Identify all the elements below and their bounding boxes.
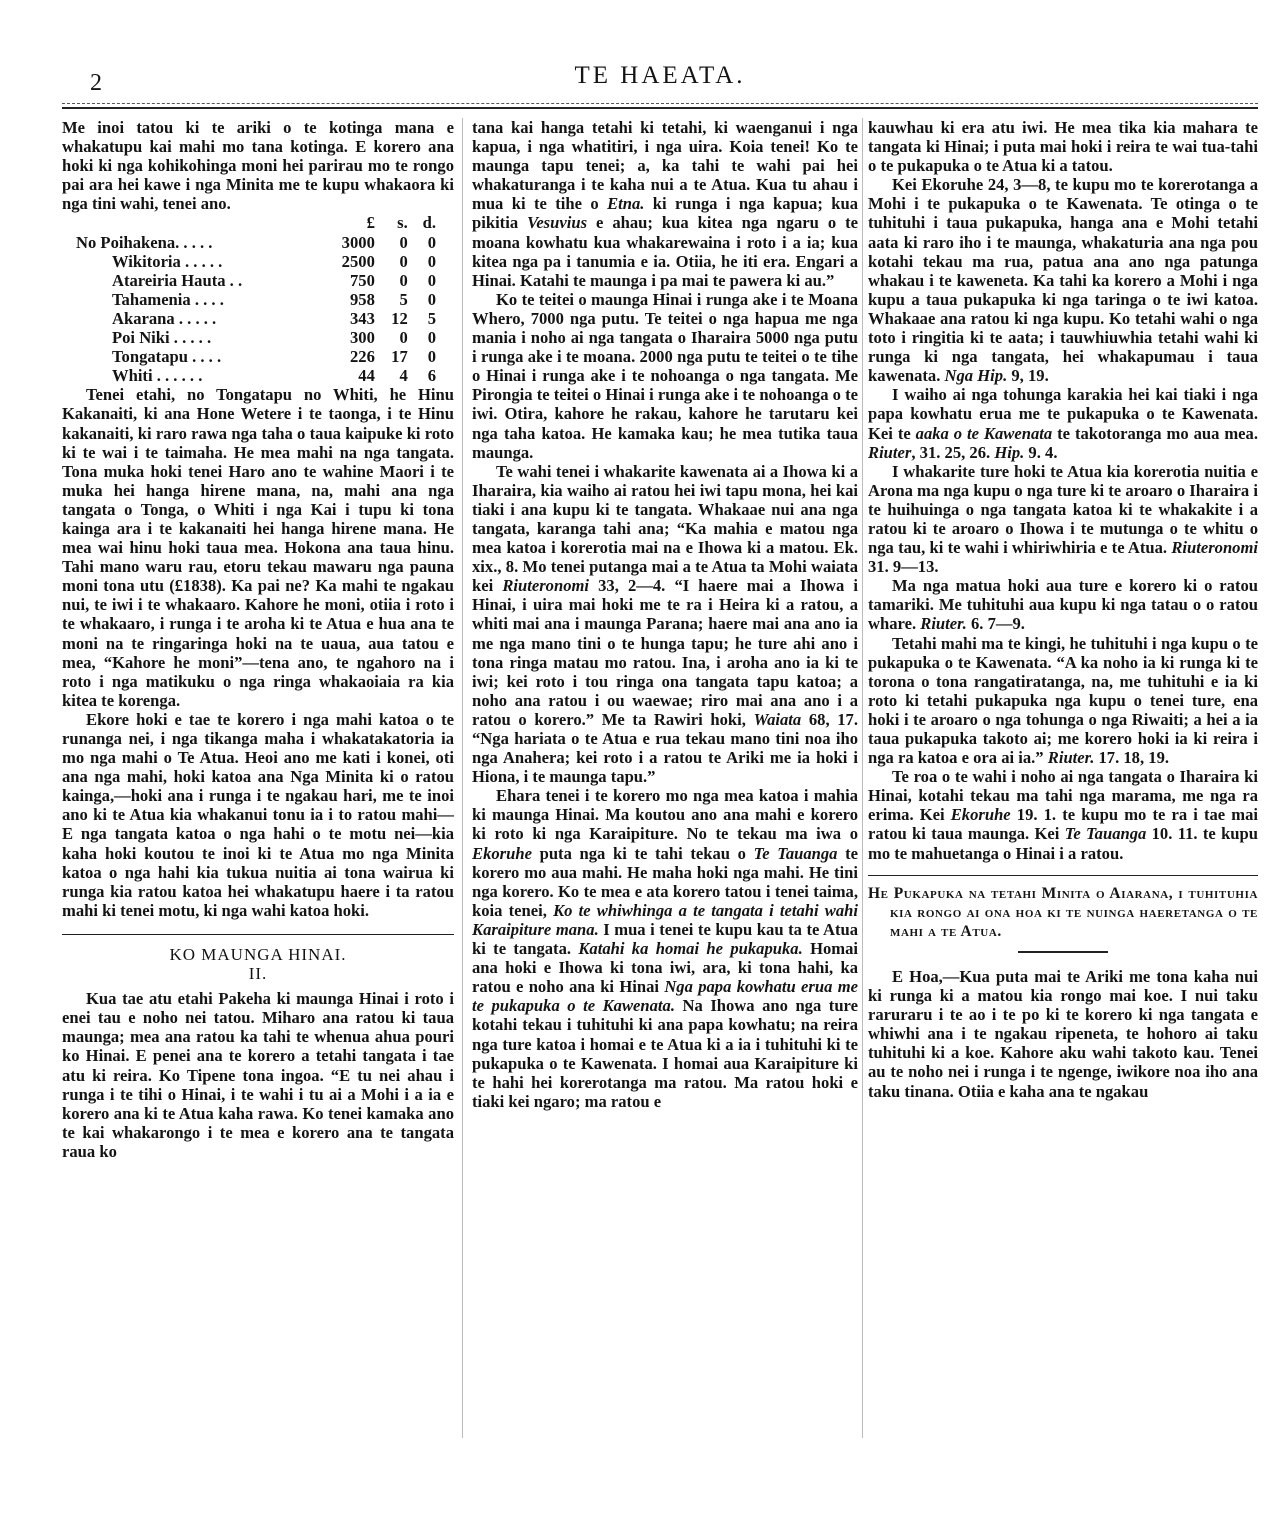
italic-run: Riuter. [1047, 748, 1095, 768]
paragraph [868, 118, 1258, 175]
text-run: 33, 2—4. “I haere mai a Ihowa i Hinai, i uira mai hoki me te ra i Heira ki a ratou, a whiti mai ana i maunga Parana; haere mai ana ano ia me nga mano tini o te hunga tapu; he ture ahi ano i tona ringa matau mo ratou. Ina, i aroha ano ia ki te iwi; kei roto i tou ringa ona tangata tapu katoa; a noho ana ratou i ou waewae; riro mai ana ano i a ratou o korero.” Me ta Rawiri hoki, [472, 576, 858, 729]
table-cell: Akarana . . . . . [112, 308, 217, 328]
table-cell: 3000 [341, 232, 375, 252]
table-cell: 343 [349, 308, 375, 328]
paragraph [868, 767, 1258, 862]
text-run: 9, 19. [1007, 366, 1049, 386]
italic-run: Nga papa kowhatu erua me te pukapuka o te Kawenata. [472, 977, 858, 1016]
table-cell: No Poihakena. . . . . [76, 232, 213, 252]
italic-run: Waiata [753, 709, 802, 729]
table-row [76, 252, 436, 271]
table-cell: 5 [427, 308, 436, 328]
text-run: Ko te teitei o maunga Hinai i runga ake i te Moana Whero, 7000 nga putu. Te teitei o nga hapua me nga mania i noho ai nga tangata o Iharaira 5000 nga putu i runga ake i te moana. 2000 nga putu te teitei o te tihe o Hinai i runga ake i te nohoanga o nga tangata. Me Pirongia te teitei o Hinai i runga ake i te nohoanga o te iwi. Otira, kahore he rakau, kahore he tarutaru kei nga taha katoa. He kamaka kau; he mea tutika taua maunga. [472, 289, 858, 462]
text-run: Ehara tenei i te korero mo nga mea katoa i mahia ki maunga Hinai. Ma koutou ano ana mahi e korero ki roto ki nga Karaipiture. No te tekau ma iwa o [472, 786, 858, 844]
text-run: 68, 17. “Nga hariata o te Atua e rua tekau mano tini noa iho nga Anahera; kei roto i a ratou te Ariki me ia hoki i Hiona, i te maunga tapu.” [472, 709, 858, 787]
paragraph [472, 290, 858, 462]
text-run: ki runga i nga kapua; kua pikitia [472, 194, 859, 233]
italic-run: Ekoruhe [950, 805, 1011, 825]
header-rule-thick [62, 107, 1258, 109]
table-cell: 0 [399, 328, 408, 348]
italic-run: Te Tauanga [1064, 824, 1147, 844]
text-run: 31. 9—13. [868, 557, 939, 577]
column-divider [862, 118, 863, 1438]
text-run: 10. 11. te kupu mo te mahuetanga o Hinai i a ratou. [868, 824, 1258, 863]
italic-run: Riuteronomi [502, 576, 590, 596]
table-cell: 0 [427, 270, 436, 290]
table-row [76, 347, 436, 366]
text-run: , 31. 25, 26. [911, 442, 995, 462]
masthead: TE HAEATA. [574, 62, 746, 89]
paragraph: Me inoi tatou ki te ariki o te kotinga mana e whakatupu kai mahi mo tana kotinga. E korero ana hoki ki nga kohikohinga moni hei parirau mo te rongo pai ara hei kawe i nga Minita me te kupu whakaora ki nga tini wahi, tenei ano. [62, 118, 454, 214]
table-row [76, 233, 436, 252]
table-cell: 0 [427, 289, 436, 309]
table-cell: 0 [427, 232, 436, 252]
text-run: tana kai hanga tetahi ki tetahi, ki waenganui i nga kapua, i nga whatitiri, i nga uira. Koia tenei! Ko te maunga tapu tenei; a, ka tahi te wahi pai hei whakaturanga i te kaha nui a te Atua. Kua tu ahau i mua ki te tihe o [472, 118, 858, 214]
table-cell: 0 [427, 347, 436, 367]
italic-run: Katahi ka homai he pukapuka. [578, 939, 803, 959]
table-cell: 4 [399, 366, 408, 386]
table-header-cell: s. [397, 213, 408, 233]
table-cell: 44 [358, 366, 375, 386]
italic-run: Ekoruhe [472, 843, 532, 863]
italic-run: Riuter. [920, 614, 967, 634]
table-row [76, 309, 436, 328]
paragraph: Ekore hoki e tae te korero i nga mahi katoa o te runanga nei, i nga tikanga maha i whakatakatoria ia mo nga mahi o Te Atua. Heoi ano me kati i konei, oti ana nga mahi, hoki katoa ana Nga Minita ki o ratou kainga,—hoki ana i runga i te ngakau hari, me te inoi ano ki te Atua kia whakanui tonu ia i to ratou mahi— E nga tangata katoa o nga hahi o te motu nei—kia kaha hoki koutou te inoi ki te Atua mo nga Minita katoa o nga hahi kia tukua nuitia ai tona wairua ki runga kia ratou katoa hei whakatupu haere i ta ratou mahi ki tenei motu, ki nga wahi katoa hoki. [62, 709, 454, 920]
table-header-cell: £ [366, 213, 375, 233]
text-run: 9. 4. [1024, 442, 1058, 462]
article-subheading: II. [248, 964, 268, 984]
paragraph [472, 118, 858, 290]
text-run: te korero mo aua mahi. He maha hoki nga mahi. He tini nga korero. Ko te mea e ata korero tatou i tenei taima, koia tenei, [472, 843, 859, 920]
table-header-cell [76, 213, 318, 232]
table-cell: Whiti . . . . . . [112, 366, 203, 386]
table-cell: 17 [391, 347, 408, 367]
italic-run: Nga Hip. [944, 366, 1008, 386]
short-rule [1018, 951, 1108, 953]
letter-paragraph: E Hoa,—Kua puta mai te Ariki me tona kaha nui ki runga ki a matou kia rongo mai koe. I nui taku raruraru i te ao i te po ki te korero ki nga tangata e whiwhi ana i te ngakau ripeneta, te hohoro ai taku tuhituhi ki a koe. Kahore aku wahi takoto kau. Tenei au te noho nei i runga i te ngenge, iwikore noa iho ana taku tinana. Otiia e kaha ana te ngakau [868, 966, 1258, 1101]
italic-run: Hip. [994, 442, 1025, 462]
table-cell: Poi Niki . . . . . [112, 328, 212, 348]
table-cell: 0 [399, 232, 408, 252]
text-run: puta nga ki te tahi tekau o [531, 843, 754, 863]
table-row [76, 328, 436, 347]
article-heading: KO MAUNGA HINAI. [169, 944, 347, 964]
paragraph [472, 462, 858, 787]
italic-run: Riuter [868, 442, 912, 462]
column-2 [472, 118, 858, 1111]
text-run: 19. 1. te kupu mo te ra i tae mai ratou ki taua maunga. Kei [868, 805, 1258, 844]
paragraph [472, 786, 858, 1111]
table-cell: 5 [399, 289, 408, 309]
paragraph [868, 462, 1258, 577]
table-cell: 0 [399, 251, 408, 271]
letter-heading: He Pukapuka na tetahi Minita o Aiarana, i tuhituhia kia rongo ai ona hoa ki te nuinga haeretanga o te mahi a te Atua. [868, 884, 1258, 940]
text-run: I whakarite ture hoki te Atua kia korerotia nuitia e Arona ma nga kupu o nga ture ki te aroaro o Iharaira i te huihuinga o nga tangata katoa ki te whakakite i a ratou ki te aroaro o Ihowa i te mutunga o te whitu o nga tau, ki te wahi i whiriwhiria e te Atua. [868, 461, 1258, 558]
subscription-table [76, 213, 436, 385]
header-rule [62, 103, 1258, 104]
page-number: 2 [90, 70, 102, 96]
section-rule [62, 934, 454, 935]
column-1 [62, 118, 454, 1161]
text-run: I waiho ai nga tohunga karakia hei kai tiaki i nga papa kowhatu erua me te pukapuka o te Kawenata. Kei te [868, 385, 1258, 443]
table-cell: 6 [427, 366, 436, 386]
table-cell: Tahamenia . . . . [112, 289, 224, 309]
table-cell: 300 [349, 328, 375, 348]
table-cell: 958 [349, 289, 375, 309]
text-run: 17. 18, 19. [1094, 748, 1170, 768]
text-run: Te wahi tenei i whakarite kawenata ai a Ihowa ki a Iharaira, kia waiho ai ratou hei iwi tapu mona, hei kai tiaki i ana kupu ki te tangata. Whakaae nui ana nga tangata, karanga tahi ana; “Ka mahia e matou nga mea katoa i korerotia mai na e Ihowa ki a matou. Ek. xix., 8. Mo tenei putanga mai a te Atua ta Mohi waiata kei [472, 461, 858, 596]
italic-run: Ko te whiwhinga a te tangata i tetahi wahi Karaipiture mana. [472, 900, 858, 939]
paragraph: Tenei etahi, no Tongatapu no Whiti, he Hinu Kakanaiti, ki ana Hone Wetere i te taonga, i te Hinu kakanaiti, ki raro rawa nga taha o taua kaipuke ki roto ki te wai i te taimaha. He mea mahi na nga tangata. Tona muka hoki tenei Haro ano te wahine Maori i te muka hei hanga hirene mana, na, mahi ana nga tangata o Tonga, o Whiti i nga Kai i tupu ki tona kainga ara i te kakanaiti hei hanga hirene mana. He mea wai hinu hoki taua mea. Hokona ana taua hinu. Tahi mano waru rau, etoru tekau mawaru nga pauna moni tona utu (£1838). Ka pai ne? Ka mahi te ngakau nui, te iwi i te whakaaro. Kahore he moni, otiia i roto i te whakaaro, i runga i te aroha ki te Atua e hua ana te moni na te ringaringa hoki na te uaua, aua tatou e mea, “Kahore he moni”—tena ano, te ngahoro na i roto i nga matikuku o nga ringa whakaoiaia ra kia kitea te korenga. [62, 385, 454, 710]
italic-run: Etna. [607, 194, 645, 214]
paragraph [868, 634, 1258, 768]
paragraph [868, 576, 1258, 633]
table-cell: Wikitoria . . . . . [112, 251, 223, 271]
table-row [76, 271, 436, 290]
table-cell: 0 [427, 328, 436, 348]
italic-run: aaka o te Kawenata [915, 423, 1053, 443]
text-run: kauwhau ki era atu iwi. He mea tika kia mahara te tangata ki Hinai; i puta mai hoki i reira te wai tua-tahi o te pukapuka o te Atua ki a tatou. [868, 118, 1258, 176]
table-cell: 12 [391, 308, 408, 328]
column-3 [868, 118, 1258, 1101]
table-cell: 0 [399, 270, 408, 290]
text-run: Te roa o te wahi i noho ai nga tangata o Iharaira ki Hinai, kotahi tekau ma tahi nga marama, me nga ra erima. Kei [868, 767, 1258, 825]
table-cell: 750 [349, 270, 375, 290]
paragraph [868, 175, 1258, 385]
text-run: e ahau; kua kitea nga ngaru o te moana kowhatu kua whakarewaina i roto i a ia; kua kitea nga pa i tanumia e ia. Otiia, he iti era. Engari a Hinai. Katahi te maunga i pa mai te pawera ki au.” [472, 213, 858, 290]
section-rule [868, 875, 1258, 876]
table-row [76, 366, 436, 385]
table-cell: 0 [427, 251, 436, 271]
table-cell: 226 [349, 347, 375, 367]
table-row [76, 290, 436, 309]
paragraph [868, 385, 1258, 461]
column-divider [462, 118, 463, 1438]
text-run: I mua i tenei te kupu kau ta te Atua ki te tangata. [472, 919, 858, 959]
table-header-cell: d. [422, 213, 436, 233]
table-header-row [76, 213, 436, 232]
table-cell: Tongatapu . . . . [112, 347, 222, 367]
text-run: Homai ana hoki e Ihowa ki tona iwi, ara, ki tona hahi, ka ratou e noho ana ki Hinai [472, 939, 859, 997]
text-run: Ma nga matua hoki aua ture e korero ki o ratou tamariki. Me tuhituhi aua kupu ki nga tatau o o ratou whare. [868, 576, 1258, 634]
italic-run: Riuteronomi [1171, 538, 1258, 558]
table-cell: 2500 [341, 251, 375, 271]
italic-run: Te Tauanga [753, 843, 838, 863]
table-cell: Atareiria Hauta . . [112, 270, 243, 290]
paragraph: Kua tae atu etahi Pakeha ki maunga Hinai i roto i enei tau e noho nei tatou. Miharo ana ratou ki taua maunga; mea ana ratou ka tahi te whenua ahua pouri ko Hinai. E penei ana te korero a tetahi tangata i tae atu ki reira. Ko Tipene tona ingoa. “E tu nei ahau i runga i te tihi o Hinai, i te wahi i tu ai a Mohi i a ia e korero ana ki te Atua kaha rawa. Ko tenei kamaka ano te kai whakarongo i te mea e korero ana te tangata raua ko [62, 989, 454, 1161]
text-run: Na Ihowa ano nga ture kotahi tekau i tuhituhi ki ana papa kowhatu; na reira nga ture katoa i homai e te Atua ki a ia i tuhituhi ki te pukapuka o te Kawenata. I homai aua Karaipiture ki te hahi hei korerotanga ma ratou. Ma ratou hoki e tiaki kei ngaro; ma ratou e [472, 996, 858, 1111]
text-run: 6. 7—9. [966, 614, 1025, 634]
text-run: Kei Ekoruhe 24, 3—8, te kupu mo te korerotanga a Mohi i te pukapuka o te Kawenata. Te otinga o te tuhituhi i taua pukapuka, hanga ana e Mohi tetahi aata ki raro iho i te maunga, whakaturia ana nga pou kotahi tekau ma rua, patua ana ano nga patunga whakau i te kaweneta. Ka tahi ka korero a Mohi i nga kupu a taua pukapuka ki nga taringa o te iwi katoa. Whakaae ana ratou ki nga kupu. Ko tetahi wahi o nga toto i ringitia ki te aata; i tauwhiuwhia tetahi wahi ki runga ki nga tangata, hei whakapumau i taua kawenata. [868, 175, 1258, 386]
text-run: te takotoranga mo aua mea. [1052, 423, 1258, 443]
text-run: Tetahi mahi ma te kingi, he tuhituhi i nga kupu o te pukapuka o te Kawenata. “A ka noho ia ki runga ki te torona o tona rangatiratanga, na, me tuhituhi e ia ki roto ki tetahi pukapuka nga kupu o tenei ture, ena hoki i te aroaro o nga tohunga o nga Riwaiti; a hei a ia taua pukapuka takoto ai; me korero hoki ia ki reira i nga ra katoa e ora ai ia.” [868, 633, 1258, 768]
italic-run: Vesuvius [527, 213, 588, 233]
